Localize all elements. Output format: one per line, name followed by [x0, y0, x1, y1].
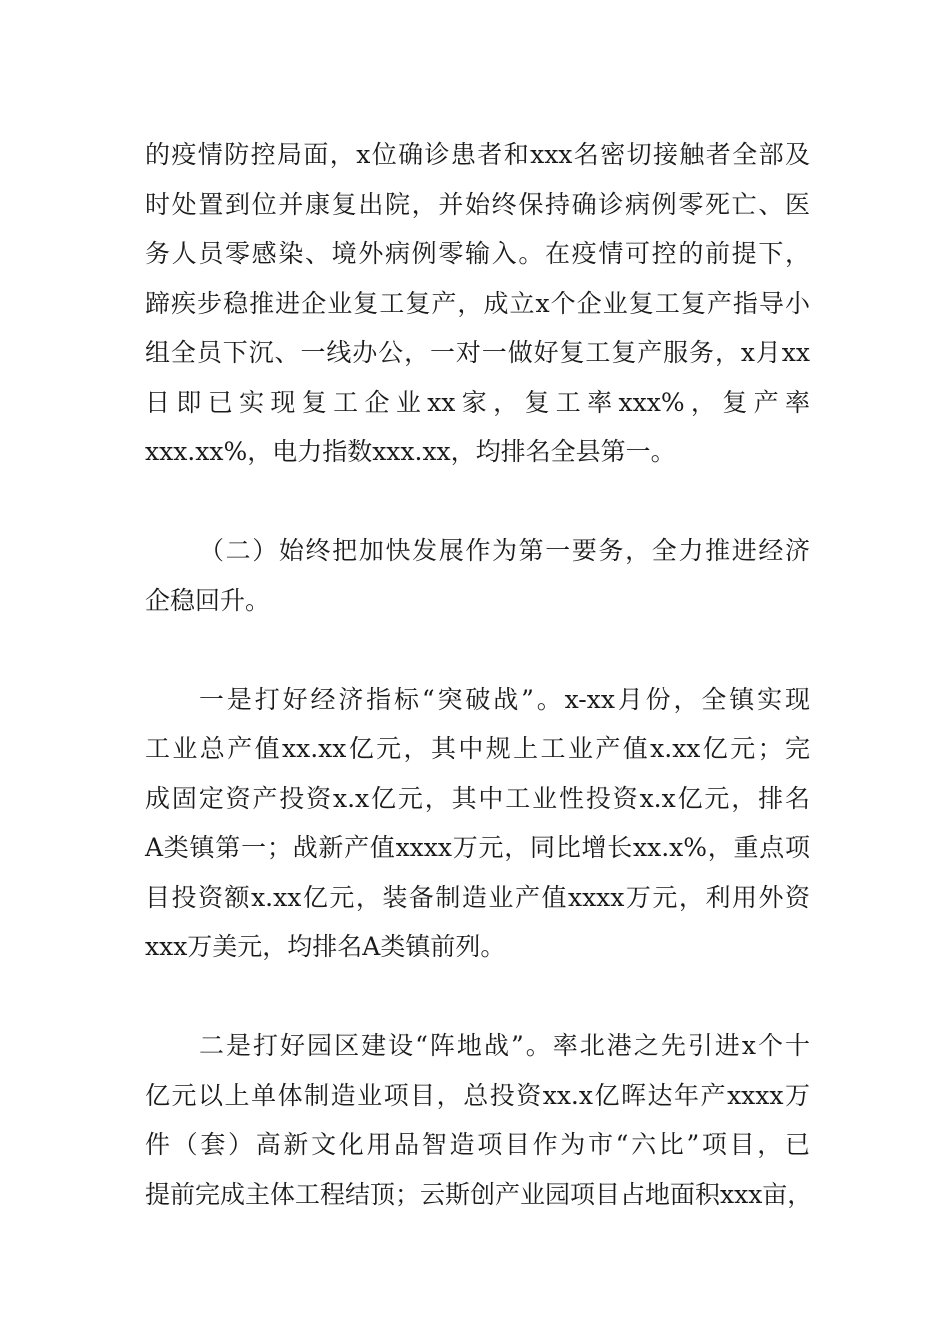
- paragraph-epidemic-control: [145, 130, 810, 477]
- text-line: 亿元以上单体制造业项目，总投资xx.x亿晖达年产xxxx万: [145, 1080, 810, 1110]
- paragraph-economic-indicators: [145, 675, 810, 972]
- paragraph-gap: [145, 477, 810, 527]
- text-line: 时处置到位并康复出院，并始终保持确诊病例零死亡、医: [145, 189, 810, 219]
- text-line: 的疫情防控局面，x位确诊患者和xxx名密切接触者全部及: [145, 140, 810, 169]
- text-line: 组全员下沉、一线办公，一对一做好复工复产服务，x月xx: [145, 338, 810, 367]
- heading-line: 企稳回升。: [145, 585, 271, 615]
- text-line: A类镇第一；战新产值xxxx万元，同比增长xx.x%，重点项: [145, 833, 810, 862]
- paragraph-gap: [145, 972, 810, 1022]
- text-line: 工业总产值xx.xx亿元，其中规上工业产值x.xx亿元；完: [145, 734, 810, 763]
- text-line: 二是打好园区建设“阵地战”。率北港之先引进x个十: [199, 1031, 810, 1060]
- text-line: 日即已实现复工企业xx家，复工率xxx%，复产率: [145, 387, 810, 417]
- text-line: 成固定资产投资x.x亿元，其中工业性投资x.x亿元，排名: [145, 783, 810, 813]
- text-line: xxx万美元，均排名A类镇前列。: [145, 932, 506, 961]
- section-heading-2: [145, 526, 810, 625]
- paragraph-park-construction: [145, 1021, 813, 1219]
- paragraph-gap: [145, 625, 810, 675]
- document-page: [145, 130, 813, 1219]
- text-line: 一是打好经济指标“突破战”。x-xx月份，全镇实现: [199, 684, 810, 714]
- text-line: 务人员零感染、境外病例零输入。在疫情可控的前提下，: [145, 239, 810, 268]
- text-line: 蹄疾步稳推进企业复工复产，成立x个企业复工复产指导小: [145, 288, 810, 318]
- text-line: 提前完成主体工程结顶；云斯创产业园项目占地面积xxx亩，: [145, 1179, 813, 1209]
- text-line: 件（套）高新文化用品智造项目作为市“六比”项目，已: [145, 1130, 810, 1159]
- heading-line: （二）始终把加快发展作为第一要务，全力推进经济: [199, 536, 810, 565]
- text-line: xxx.xx%，电力指数xxx.xx，均排名全县第一。: [145, 437, 676, 466]
- text-line: 目投资额x.xx亿元，装备制造业产值xxxx万元，利用外资: [145, 882, 810, 912]
